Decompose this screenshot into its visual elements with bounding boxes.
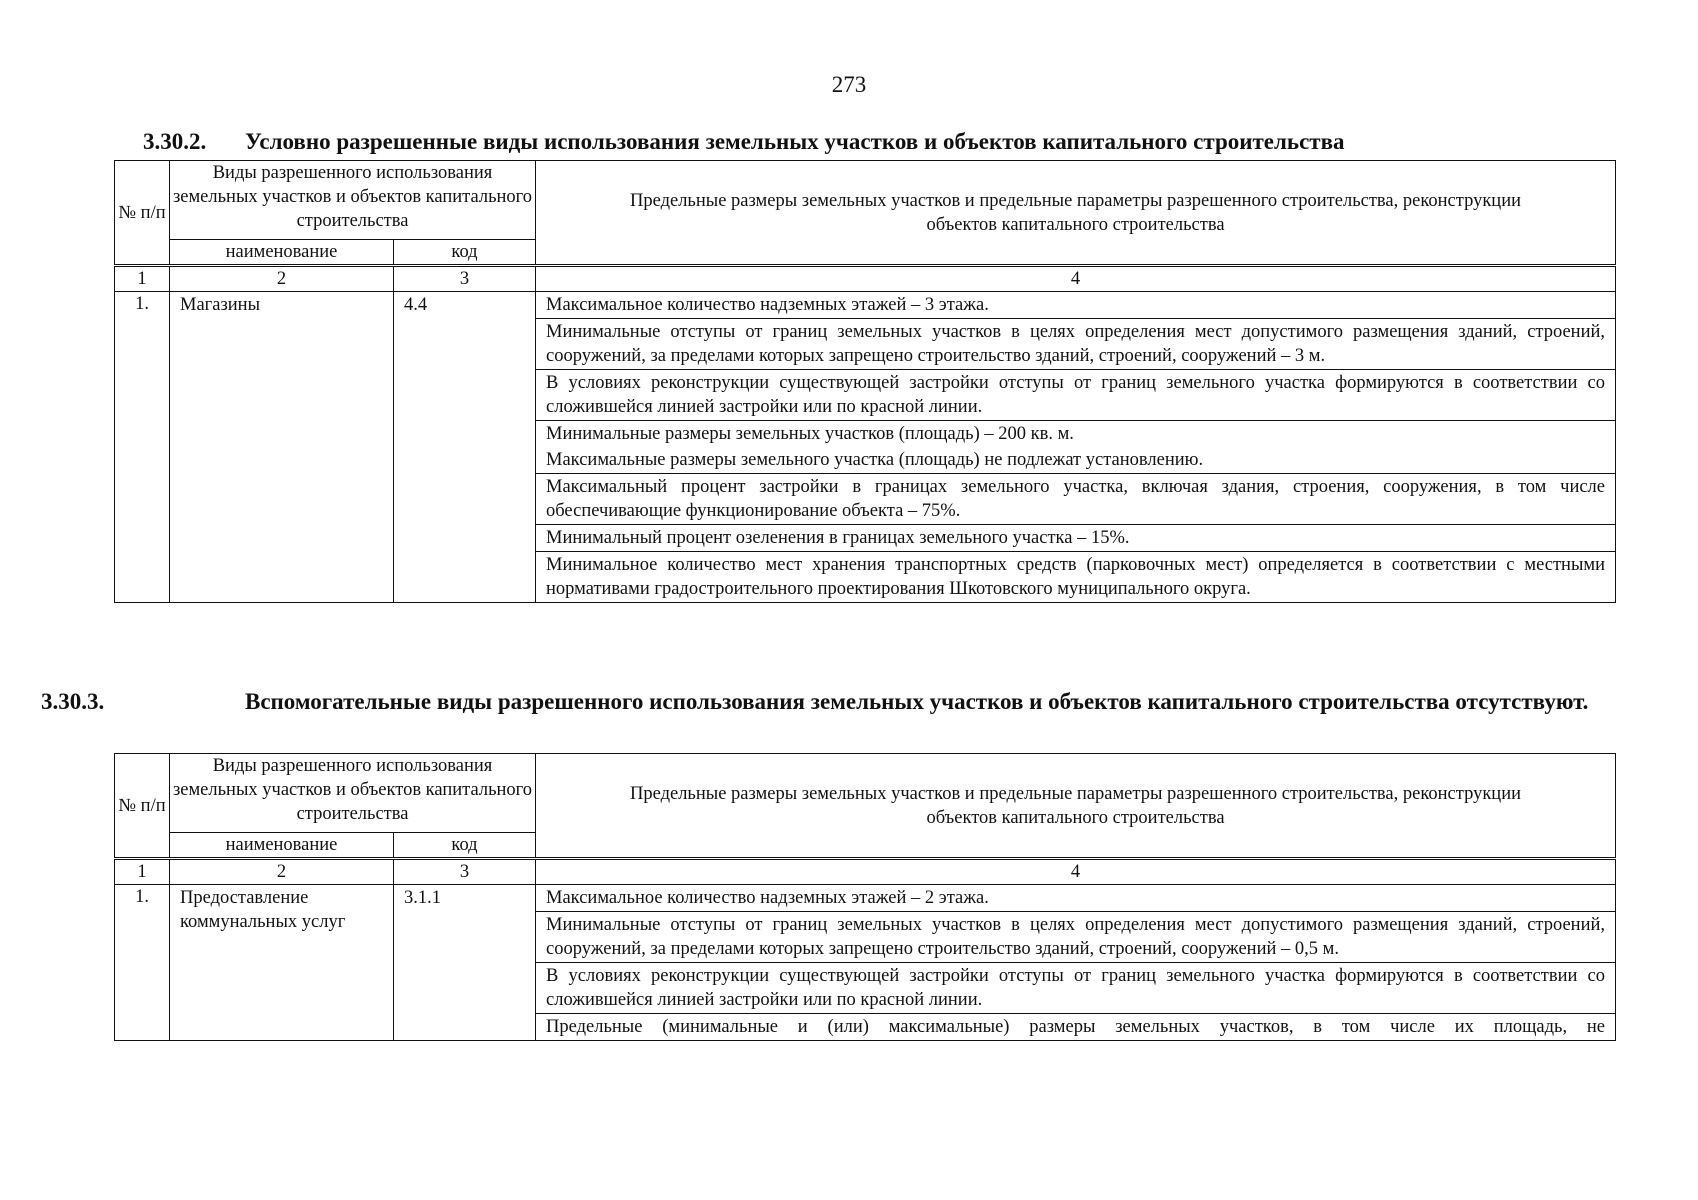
header-use-types: Виды разрешенного использования земельных участков и объектов капитального строительства [170,754,536,833]
auxiliary-uses-table [114,753,1616,1041]
param-parking: Минимальное количество мест хранения транспортных средств (парковочных мест) определяется в соответствии с местными нормативами градостроительного проектирования Шкотовского муниципального округа. [546,555,1605,599]
row-number: 1. [115,885,170,1041]
use-name: Предоставление коммунальных услуг [170,885,394,1041]
param-min-plot-size: Минимальные размеры земельных участков (площадь) – 200 кв. м. [546,424,1074,444]
header-params: Предельные размеры земельных участков и предельные параметры разрешенного строительства, реконструкции объектов капитального строительства [536,161,1616,266]
param-min-setbacks: Минимальные отступы от границ земельных участков в целях определения мест допустимого размещения зданий, строений, сооружений, за пределами которых запрещено строительство зданий, строений, сооружений – 0,5 м. [546,915,1605,959]
section-title-text: Условно разрешенные виды использования земельных участков и объектов капитального строительства [245,129,1345,154]
index-cell: 3 [394,266,536,292]
param-plot-size-limits: Предельные (минимальные и (или) максимальные) размеры земельных участков, в том числе их площадь, не [546,1017,1605,1037]
header-code: код [394,833,536,859]
header-num: № п/п [115,161,170,266]
row-number: 1. [115,292,170,603]
param-reconstruction-setbacks: В условиях реконструкции существующей застройки отступы от границ земельного участка формируются в соответствии со сложившейся линией застройки или по красной линии. [546,966,1605,1010]
section-title-auxiliary-uses [41,688,1618,716]
header-use-types: Виды разрешенного использования земельных участков и объектов капитального строительства [170,161,536,240]
index-cell: 2 [170,859,394,885]
header-code: код [394,240,536,266]
index-cell: 1 [115,266,170,292]
param-min-setbacks: Минимальные отступы от границ земельных участков в целях определения мест допустимого размещения зданий, строений, сооружений, за пределами которых запрещено строительство зданий, строений, сооружений – 3 м. [546,322,1605,366]
header-num: № п/п [115,754,170,859]
index-cell: 3 [394,859,536,885]
use-code: 4.4 [394,292,536,603]
header-name: наименование [170,833,394,859]
section-title-text: Вспомогательные виды разрешенного использования земельных участков и объектов капитального строительства отсутствуют. [245,689,1589,714]
section-number: 3.30.3. [41,689,105,714]
section-number: 3.30.2. [143,129,207,154]
header-params: Предельные размеры земельных участков и предельные параметры разрешенного строительства, реконструкции объектов капитального строительства [536,754,1616,859]
param-min-greening: Минимальный процент озеленения в границах земельного участка – 15%. [546,528,1130,548]
index-cell: 4 [536,859,1616,885]
page-number: 273 [831,72,867,97]
header-name: наименование [170,240,394,266]
index-cell: 2 [170,266,394,292]
param-reconstruction-setbacks: В условиях реконструкции существующей застройки отступы от границ земельного участка формируются в соответствии со сложившейся линией застройки или по красной линии. [546,373,1605,417]
param-max-floors: Максимальное количество надземных этажей – 3 этажа. [546,295,989,315]
param-max-coverage: Максимальный процент застройки в границах земельного участка, включая здания, строения, сооружения, в том числе обеспечивающие функционирование объекта – 75%. [546,477,1605,521]
use-name: Магазины [170,292,394,603]
index-cell: 4 [536,266,1616,292]
section-title-conditional-uses [143,128,1618,156]
param-max-floors: Максимальное количество надземных этажей – 2 этажа. [546,888,989,908]
conditional-uses-table [114,160,1616,603]
param-max-plot-size: Максимальные размеры земельного участка (площадь) не подлежат установлению. [546,450,1204,470]
use-code: 3.1.1 [394,885,536,1041]
index-cell: 1 [115,859,170,885]
